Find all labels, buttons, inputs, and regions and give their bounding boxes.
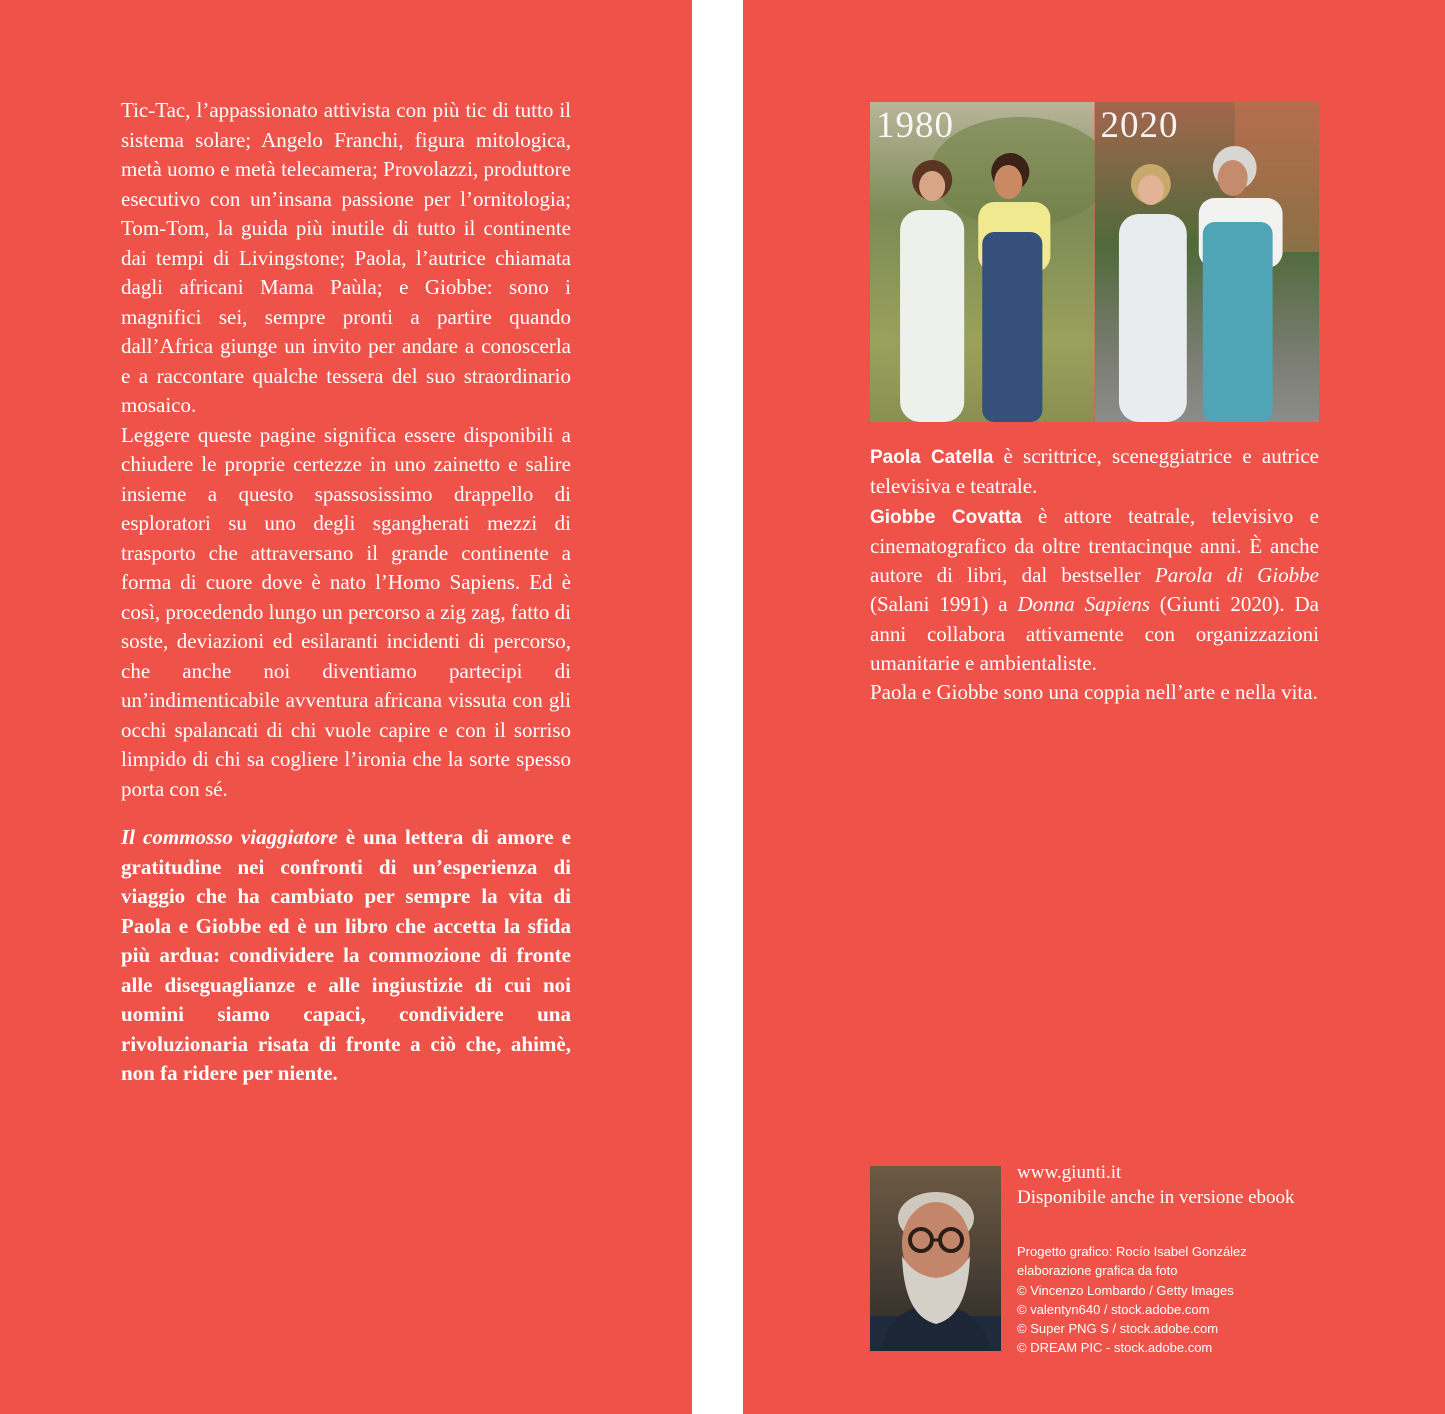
- year-label-2020: 2020: [1100, 105, 1179, 146]
- bio-couple: Paola e Giobbe sono una coppia nell’arte e nella vita.: [870, 680, 1318, 705]
- bio-paola-text: è scrittrice, sceneggiatrice e autrice televisiva e teatrale.: [870, 444, 1319, 499]
- image-credits: [1017, 1242, 1337, 1358]
- book-title: Il commosso viaggiatore: [121, 825, 338, 849]
- book-title-donna-sapiens: Donna Sapiens: [1017, 592, 1150, 617]
- author-name-paola: Paola Catella: [870, 447, 994, 468]
- photo-1980-image: [870, 102, 1095, 422]
- year-label-1980: 1980: [876, 105, 954, 146]
- credit-line: © Vincenzo Lombardo / Getty Images: [1017, 1282, 1234, 1298]
- website-link[interactable]: www.giunti.it: [1017, 1162, 1122, 1183]
- credit-line: © Super PNG S / stock.adobe.com: [1017, 1321, 1219, 1337]
- bio-giobbe-text-b: (Salani 1991) a: [870, 592, 1018, 617]
- back-cover-blurb: [121, 96, 571, 1089]
- bio-giobbe: [870, 502, 1319, 679]
- book-title-parola-di-giobbe: Parola di Giobbe: [1154, 563, 1319, 588]
- author-photos: [870, 102, 1319, 422]
- author-portrait: [870, 1166, 1001, 1351]
- blurb-paragraph-1: Tic-Tac, l’appassionato attivista con più tic di tutto il sistema solare; Angelo Franchi, figura mitologica, metà uomo e metà telecamera; Provolazzi, produttore esecutivo con un’insana passione per l’ornitologia; Tom-Tom, la guida più inutile di tutto il continente dai tempi di Livingstone; Paola, l’autrice chiamata dagli africani Mama Paùla; e Giobbe: sono i magnifici sei, sempre pronti a partire quando dall’Africa giunge un invito per andare a conoscerla e a raccontare qualche tessera del suo straordinario mosaico.: [121, 98, 571, 417]
- blurb-paragraph-2: Leggere queste pagine significa essere disponibili a chiudere le proprie certezze in uno zainetto e salire insieme a questo spassosissimo drappello di esploratori su uno degli sgangherati mezzi di trasporto che attraversano il grande continente a forma di cuore dove è nato l’Homo Sapiens. Ed è così, procedendo lungo un percorso a zig zag, fatto di soste, deviazioni ed esilaranti incidenti di percorso, che anche noi diventiamo partecipi di un’indimenticabile avventura africana vissuta con gli occhi spalancati di chi vuole capire e con il sorriso limpido di chi sa cogliere l’ironia che la sorte spesso porta con sé.: [121, 422, 571, 801]
- credit-line: © DREAM PIC - stock.adobe.com: [1017, 1340, 1213, 1356]
- photo-2020-image: [1095, 102, 1320, 422]
- credit-line: Progetto grafico: Rocío Isabel González: [1017, 1244, 1247, 1259]
- blurb-paragraph-3-text: è una lettera di amore e gratitudine nei confronti di un’esperienza di viaggio che ha cambiato per sempre la vita di Paola e Giobbe ed è un libro che accetta la sfida più ardua: condividere la commozione di fronte alle diseguaglianze e alle ingiustizie di cui noi uomini siamo capaci, condividere una rivoluzionaria risata di fronte a ciò che, ahimè, non fa ridere per niente.: [121, 825, 571, 1085]
- photo-1980: [870, 102, 1095, 422]
- photo-2020: [1095, 102, 1320, 422]
- portrait-image: [870, 1166, 1001, 1351]
- author-bio: [870, 442, 1319, 708]
- bio-paola: [870, 442, 1319, 502]
- credit-line: © valentyn640 / stock.adobe.com: [1017, 1301, 1210, 1317]
- bio-giobbe-text-c: (Giunti 2020). Da anni collabora attivamente con organizzazioni umanitarie e ambientaliste.: [870, 592, 1319, 676]
- author-name-giobbe: Giobbe Covatta: [870, 506, 1022, 528]
- bio-giobbe-text-a: è attore teatrale, televisivo e cinematografico da oltre trentacinque anni. È anche autore di libri, dal bestseller: [870, 503, 1319, 588]
- ebook-note: Disponibile anche in versione ebook: [1017, 1187, 1295, 1208]
- publisher-info: [1017, 1160, 1337, 1210]
- blurb-paragraph-3: [121, 823, 571, 1089]
- credit-line: elaborazione grafica da foto: [1017, 1263, 1178, 1279]
